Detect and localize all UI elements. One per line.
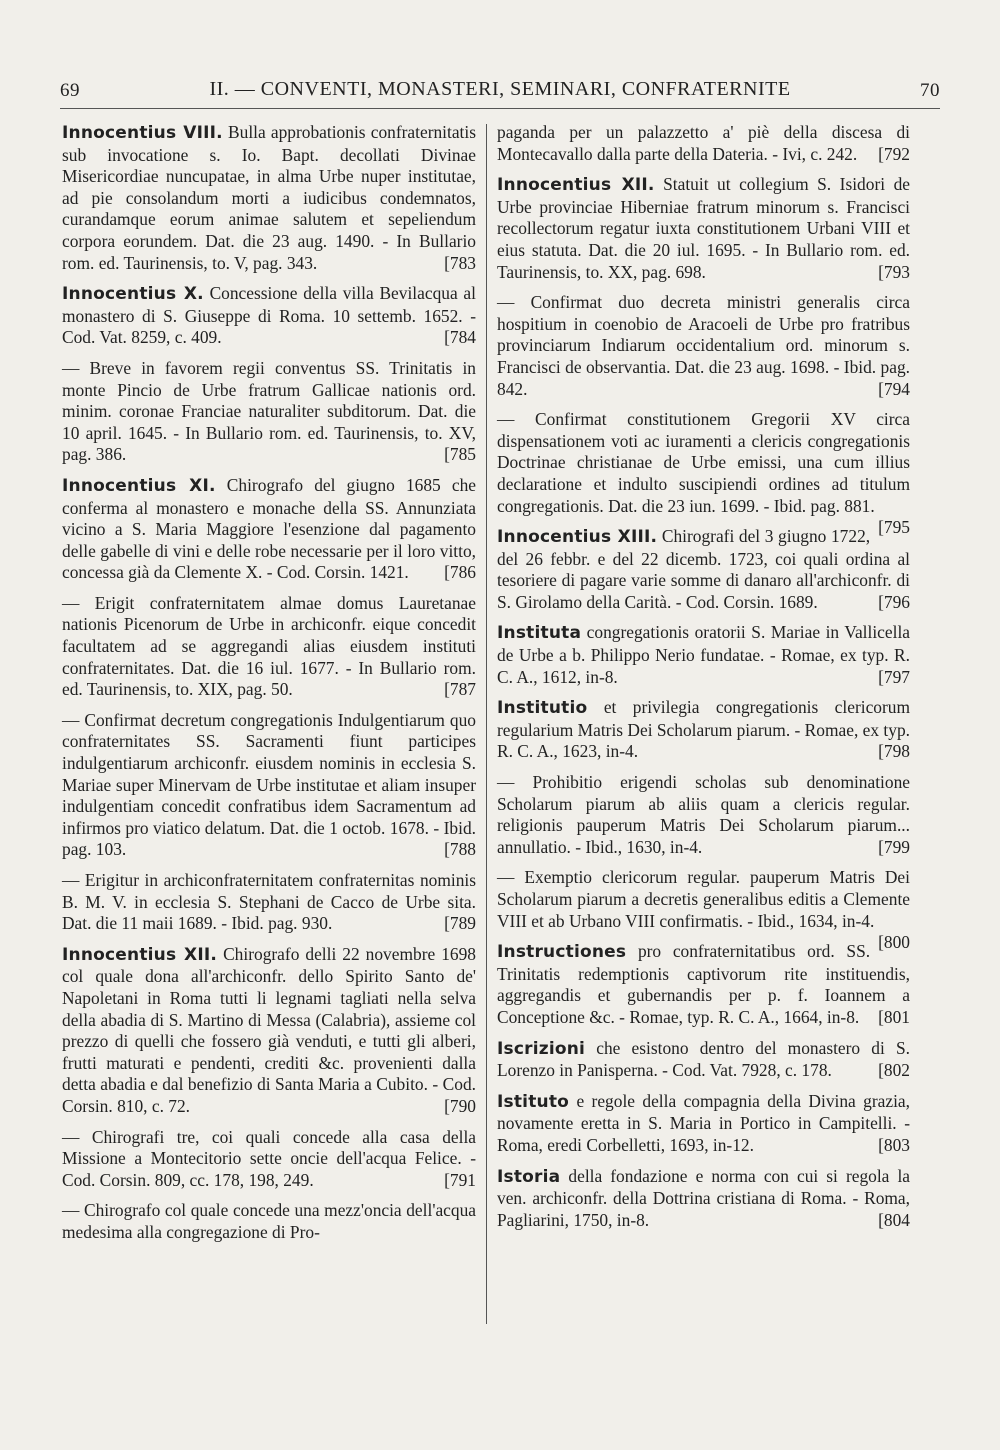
- catalog-entry: [62, 122, 476, 274]
- entry-number: [803: [878, 1134, 910, 1155]
- entry-number: [788: [444, 839, 476, 860]
- catalog-entry: [62, 1200, 476, 1243]
- entry-number: [792: [878, 143, 910, 164]
- entry-number: [787: [444, 679, 476, 700]
- running-header: [60, 74, 940, 109]
- catalog-entry: [497, 941, 910, 1028]
- catalog-entry: [497, 526, 910, 613]
- entry-text: — Confirmat constitutionem Gregorii XV circa dispensationem voti ac iuramenti a clericis congregationis Doctrinae christianae de Urbe emissi, una cum illius declaratione et indulto suscipiendi ordines ad titulum congregationis. Dat. die 23 iun. 1699. - Ibid. pag. 881.: [497, 409, 910, 516]
- catalog-entry: [62, 870, 476, 935]
- entry-number: [785: [444, 444, 476, 465]
- entry-headword: Instituta: [497, 623, 582, 644]
- entry-headword: Innocentius XII.: [497, 175, 655, 196]
- entry-text: — Exemptio clericorum regular. pauperum Matris Dei Scholarum piarum a decretis generalibus editis a Clemente VIII et ab Urbano VIII confirmatis. - Ibid., 1634, in-4.: [497, 867, 910, 931]
- catalog-entry: [497, 1091, 910, 1157]
- catalog-entry: [497, 174, 910, 283]
- catalog-entry: [497, 1038, 910, 1082]
- entry-text: Chirografi del 3 giugno 1722, del 26 febbr. e del 22 dicemb. 1723, coi quali ordina al tesoriere di pagare varie somme di danaro all'archiconfr. di S. Girolamo della Carità. - Cod. Corsin. 1689.: [497, 526, 910, 612]
- entry-number: [804: [878, 1209, 910, 1230]
- entry-text: — Breve in favorem regii conventus SS. Trinitatis in monte Pincio de Urbe fratrum Gallicae nationis ord. minim. coronae Franciae naturaliter subditorum. Dat. die 10 april. 1645. - In Bullario rom. ed. Taurinensis, to. XV, pag. 386.: [62, 357, 476, 465]
- entry-headword: Instructiones: [497, 942, 627, 963]
- entry-headword: Innocentius XII.: [62, 944, 218, 965]
- entry-text: e regole della compagnia della Divina grazia, novamente eretta in S. Maria in Portico in Campitelli. - Roma, eredi Corbelletti, 1693, in-12.: [497, 1090, 910, 1155]
- entry-headword: Istituto: [497, 1091, 570, 1112]
- catalog-entry: [62, 1127, 476, 1192]
- entry-text: Chirografo del giugno 1685 che conferma al monastero e monache della SS. Annunziata vicino a S. Maria Maggiore l'esenzione dal pagamento delle gabelle di vini e delle robe necessarie per il loro vitto, concessa già da Clemente X. - Cod. Corsin. 1421.: [62, 474, 476, 583]
- entry-headword: Istoria: [497, 1166, 561, 1187]
- entry-text: — Confirmat decretum congregationis Indulgentiarum quo confraternitates SS. Sacramenti fiunt participes indulgentiarum archiconfr. eiusdem nominis in ecclesia S. Mariae super Minervam de Urbe institutae et aliam insuper indulgentiam concedit confratibus idem Sacramentum ad infirmos pro viatico delatum. Dat. die 1 octob. 1678. - Ibid. pag. 103.: [62, 709, 476, 860]
- entry-text: congregationis oratorii S. Mariae in Vallicella de Urbe a b. Philippo Nerio fundatae. - Romae, ex typ. R. C. A., 1612, in-8.: [497, 622, 910, 687]
- left-column: [62, 122, 476, 1253]
- column-divider: [486, 124, 487, 1324]
- entry-number: [801: [878, 1006, 910, 1027]
- catalog-entry: [62, 358, 476, 466]
- entry-text: — Confirmat duo decreta ministri generalis circa hospitium in coenobio de Aracoeli de Urbe pro fratribus provinciarum Indiarum occidentalium ord. minorum s. Francisci de observantia. Dat. die 23 aug. 1698. - Ibid. pag. 842.: [497, 292, 910, 399]
- entry-text: — Prohibitio erigendi scholas sub denominatione Scholarum piarum ab aliis quam a clericis regular. religionis pauperum Matris Dei Scholarum piarum... annullatio. - Ibid., 1630, in-4.: [497, 772, 910, 857]
- entry-number: [791: [444, 1169, 476, 1190]
- entry-headword: Innocentius XIII.: [497, 527, 658, 548]
- catalog-entry: [497, 1166, 910, 1232]
- entry-number: [802: [878, 1060, 910, 1081]
- entry-headword: Innocentius X.: [62, 284, 204, 305]
- entry-number: [789: [444, 913, 476, 934]
- entry-headword: Innocentius VIII.: [62, 123, 223, 143]
- catalog-entry: [62, 710, 476, 861]
- entry-number: [798: [878, 741, 910, 762]
- entry-number: [794: [878, 378, 910, 399]
- entry-text: — Chirografo col quale concede una mezz'oncia dell'acqua medesima alla congregazione di Pro-: [62, 1200, 476, 1242]
- entry-number: [784: [444, 327, 476, 348]
- entry-headword: Iscrizioni: [497, 1038, 586, 1059]
- entry-text: Chirografo delli 22 novembre 1698 col quale dona all'archiconfr. dello Spirito Santo de' Napoletani in Roma tutti li legnami tagliati nella selva della abadia di S. Martino di Messa (Calabria), assieme col prezzo di quelli che fossero già venduti, e tutti gli alberi, frutti maturati e pendenti, crediti &c. provenienti dalla detta abadia e dal benefizio di Santa Maria a Cubito. - Cod. Corsin. 810, c. 72.: [62, 943, 476, 1116]
- entry-number: [790: [444, 1095, 476, 1116]
- catalog-entry: [497, 772, 910, 858]
- entry-number: [800: [878, 932, 910, 953]
- entry-number: [793: [878, 261, 910, 282]
- entry-text: Bulla approbationis confraternitatis sub invocatione s. Io. Bapt. decollati Divinae Misericordiae nuncupatae, in alma Urbe nuper institutae, ad pie consolandum morti a iudicibus condemnatos, curandamque eorum animae salutem et sepeliendum corpora eorundem. Dat. die 23 aug. 1490. - In Bullario rom. ed. Taurinensis, to. V, pag. 343.: [62, 122, 476, 273]
- catalog-entry: [497, 292, 910, 400]
- entry-headword: Innocentius XI.: [62, 475, 216, 496]
- entry-text: pro confraternitatibus ord. SS. Trinitatis redemptionis captivorum rite instituendis, aggregandis et gubernandis per p. f. Ioannem a Conceptione &c. - Romae, typ. R. C. A., 1664, in-8.: [497, 941, 910, 1027]
- entry-text: — Chirografi tre, coi quali concede alla casa della Missione a Montecitorio sette oncie dell'acqua Felice. - Cod. Corsin. 809, cc. 178, 198, 249.: [62, 1126, 476, 1190]
- entry-number: [796: [878, 591, 910, 612]
- entry-number: [783: [444, 252, 476, 273]
- entry-text: della fondazione e norma con cui si regola la ven. archiconfr. della Dottrina cristiana di Roma. - Roma, Pagliarini, 1750, in-8.: [497, 1165, 910, 1230]
- page-number-left: 69: [60, 80, 80, 101]
- catalog-entry: [62, 593, 476, 701]
- entry-text: Concessione della villa Bevilacqua al monastero di S. Giuseppe di Roma. 10 settemb. 1652. - Cod. Vat. 8259, c. 409.: [62, 283, 476, 348]
- entry-headword: Institutio: [497, 698, 588, 719]
- entry-number: [786: [444, 562, 476, 583]
- entry-text: paganda per un palazzetto a' piè della discesa di Montecavallo dalla parte della Dateria. - Ivi, c. 242.: [497, 122, 910, 164]
- section-title: II. — CONVENTI, MONASTERI, SEMINARI, CONFRATERNITE: [209, 78, 791, 100]
- entry-text: — Erigitur in archiconfraternitatem confraternitas nominis B. M. V. in ecclesia S. Stephani de Cacco de Urbe sita. Dat. die 11 maii 1689. - Ibid. pag. 930.: [62, 870, 476, 934]
- catalog-entry: [497, 697, 910, 763]
- catalog-entry: [62, 944, 476, 1118]
- catalog-entry: [497, 122, 910, 165]
- entry-number: [797: [878, 666, 910, 687]
- right-column: [497, 122, 910, 1240]
- entry-text: — Erigit confraternitatem almae domus Lauretanae nationis Picenorum de Urbe in archiconfr. eique concedit facultatem ad se aggregandi alias eiusdem instituti confraternitates. Dat. die 16 iul. 1677. - In Bullario rom. ed. Taurinensis, to. XIX, pag. 50.: [62, 592, 476, 700]
- entry-text: Statuit ut collegium S. Isidori de Urbe provinciae Hiberniae fratrum minorum s. Francisci recollectorum regatur iuxta constitutionem Urbani VIII et eius statuta. Dat. die 20 iul. 1695. - In Bullario rom. ed. Taurinensis, to. XX, pag. 698.: [497, 174, 910, 282]
- entry-text: che esistono dentro del monastero di S. Lorenzo in Panisperna. - Cod. Vat. 7928, c. 178.: [497, 1037, 910, 1081]
- catalog-entry: [497, 622, 910, 688]
- catalog-entry: [62, 283, 476, 349]
- entry-number: [795: [878, 517, 910, 538]
- entry-text: et privilegia congregationis clericorum regularium Matris Dei Scholarum piarum. - Romae, ex typ. R. C. A., 1623, in-4.: [497, 697, 910, 762]
- entry-number: [799: [878, 836, 910, 857]
- catalog-entry: [62, 475, 476, 584]
- page-number-right: 70: [920, 80, 940, 101]
